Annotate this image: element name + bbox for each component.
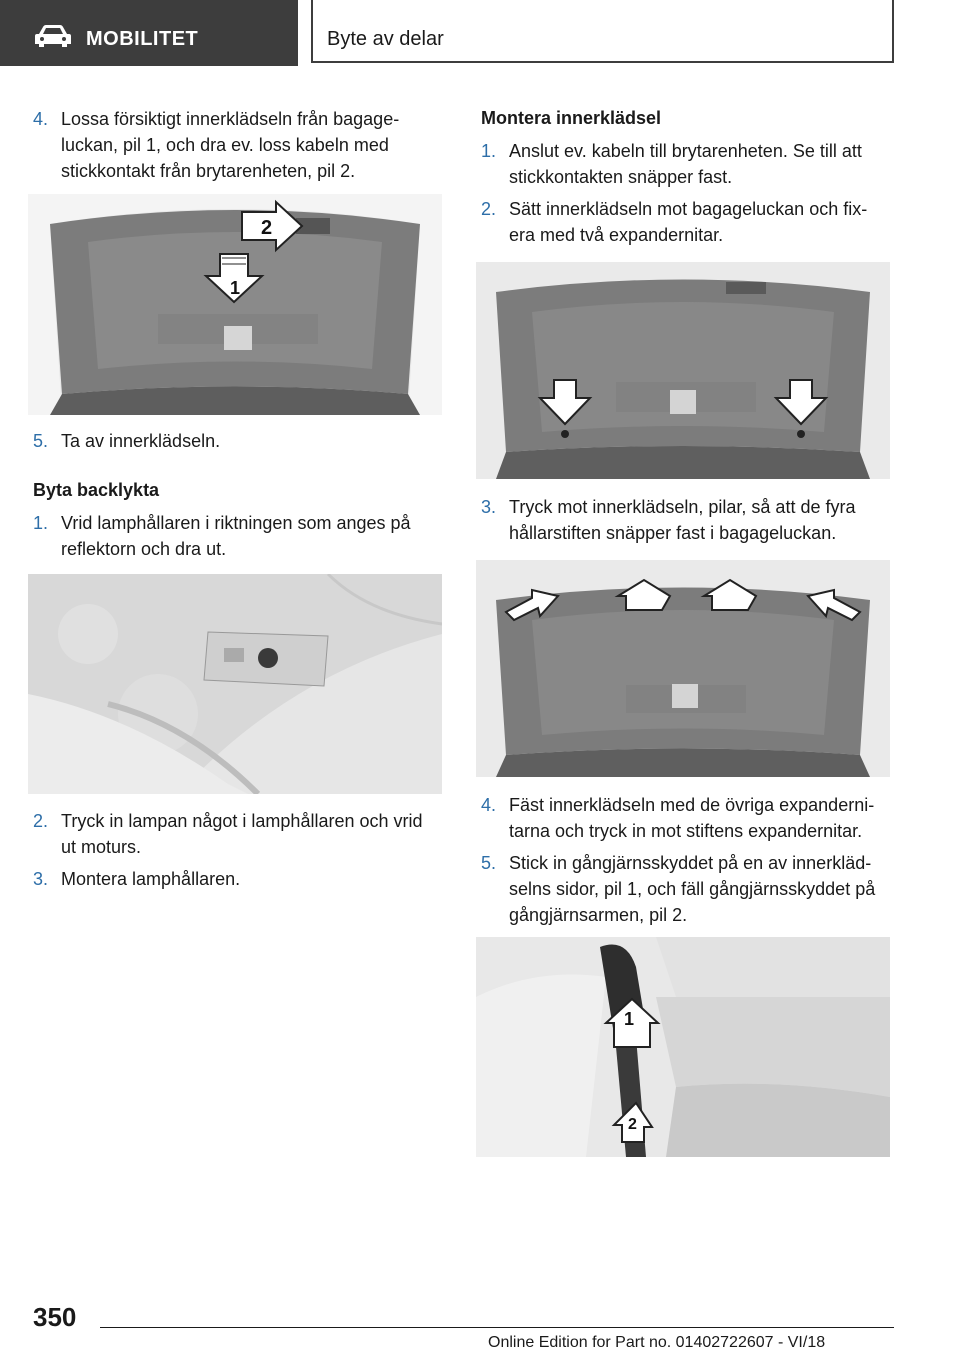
step-text-line: tarna och tryck in mot stiftens expandernitar. bbox=[509, 821, 863, 841]
section-heading: Montera innerklädsel bbox=[481, 108, 662, 128]
lamp-holder-image bbox=[28, 574, 442, 794]
step-text-line: Anslut ev. kabeln till brytarenheten. Se till att bbox=[509, 141, 862, 161]
step-text-line: Fäst innerklädseln med de övriga expanderni- bbox=[509, 795, 875, 815]
step-number: 2. bbox=[481, 199, 497, 219]
step-text-line: Sätt innerklädseln mot bagageluckan och fix- bbox=[509, 199, 868, 219]
car-icon bbox=[34, 24, 72, 48]
section-label: MOBILITET bbox=[86, 28, 199, 50]
step-number: 5. bbox=[481, 853, 497, 873]
step-text-line: stickkontakt från brytarenheten, pil 2. bbox=[61, 161, 356, 181]
step-number: 3. bbox=[33, 869, 49, 889]
hinge-cover-image bbox=[476, 937, 890, 1157]
arrow-label: 1 bbox=[230, 278, 241, 298]
step-text-line: Vrid lamphållaren i riktningen som anges på bbox=[61, 513, 411, 533]
step-text-line: stickkontakten snäpper fast. bbox=[509, 167, 733, 187]
step-text-line: selns sidor, pil 1, och fäll gångjärnsskyddet på bbox=[509, 879, 876, 899]
step-text-line: era med två expandernitar. bbox=[509, 225, 724, 245]
section-heading: Byta backlykta bbox=[33, 480, 160, 500]
step-text-line: Montera lamphållaren. bbox=[61, 869, 241, 889]
step-text-line: Tryck in lampan något i lamphållaren och vrid bbox=[61, 811, 423, 831]
step-number: 5. bbox=[33, 431, 49, 451]
step-text-line: reflektorn och dra ut. bbox=[61, 539, 227, 559]
arrow-label: 2 bbox=[261, 217, 273, 239]
step-text-line: luckan, pil 1, och dra ev. loss kabeln med bbox=[61, 135, 389, 155]
step-text-line: hållarstiften snäpper fast i bagageluckan. bbox=[509, 523, 837, 543]
step-text-line: ut moturs. bbox=[61, 837, 142, 857]
trunk-lid-lining-image bbox=[28, 194, 442, 415]
arrow-label: 2 bbox=[628, 1116, 637, 1133]
step-text-line: Stick in gångjärnsskyddet på en av innerkläd- bbox=[509, 853, 872, 873]
step-number: 2. bbox=[33, 811, 49, 831]
step-text-line: Tryck mot innerklädseln, pilar, så att de fyra bbox=[509, 497, 856, 517]
footer-edition: Online Edition for Part no. 01402722607 - VI/18 bbox=[488, 1334, 826, 1351]
step-text-line: Ta av innerklädseln. bbox=[61, 431, 221, 451]
page-number: 350 bbox=[33, 1302, 77, 1332]
chapter-box bbox=[311, 0, 894, 63]
section-tab bbox=[0, 0, 298, 66]
step-number: 1. bbox=[481, 141, 497, 161]
lining-press-arrows-image bbox=[476, 560, 890, 777]
step-number: 4. bbox=[33, 109, 49, 129]
step-number: 3. bbox=[481, 497, 497, 517]
lining-expander-rivets-image bbox=[476, 262, 890, 479]
arrow-label: 1 bbox=[624, 1009, 635, 1029]
step-number: 4. bbox=[481, 795, 497, 815]
page-header bbox=[0, 0, 960, 66]
chapter-label: Byte av delar bbox=[327, 28, 444, 50]
step-text-line: Lossa försiktigt innerklädseln från bagage- bbox=[61, 109, 400, 129]
step-number: 1. bbox=[33, 513, 49, 533]
footer-divider bbox=[100, 1327, 894, 1328]
step-text-line: gångjärnsarmen, pil 2. bbox=[509, 905, 688, 925]
